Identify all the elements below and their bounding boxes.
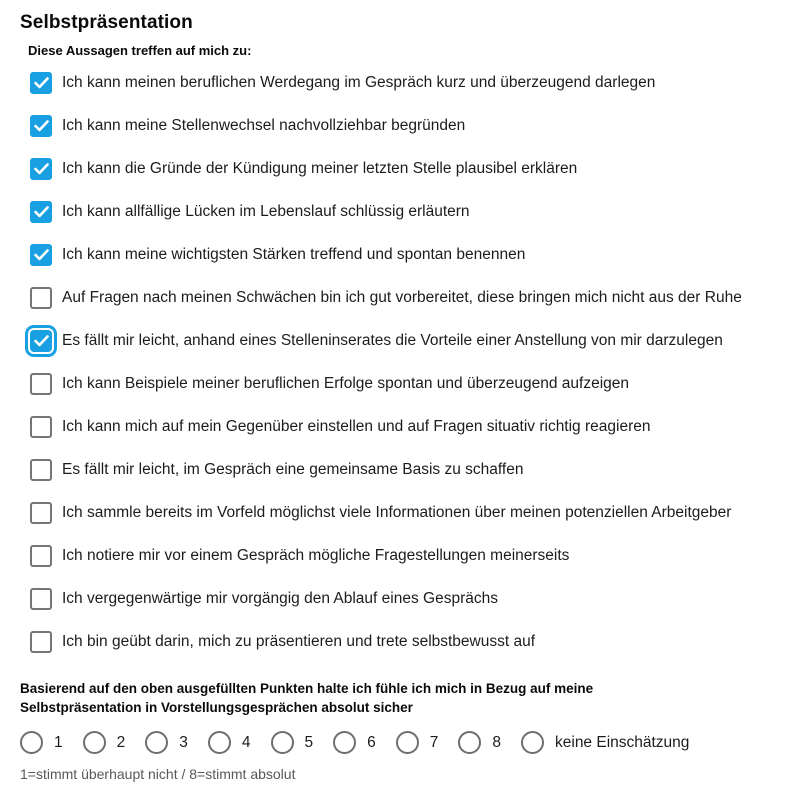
radio-button[interactable] [208,731,231,754]
checkbox[interactable] [30,244,52,266]
checkbox-row-7[interactable] [30,328,760,354]
radio-label: 7 [429,733,439,751]
radio-button[interactable] [333,731,356,754]
checkbox[interactable] [30,158,52,180]
checkbox-label: Ich kann meine Stellenwechsel nachvollziehbar begründen [62,117,466,134]
radio-label: 4 [241,733,251,751]
radio-button[interactable] [83,731,106,754]
checkbox-row-11[interactable] [30,500,760,526]
checkbox-row-3[interactable] [30,156,760,182]
radio-option-5[interactable] [271,731,314,754]
checkbox-label: Ich sammle bereits im Vorfeld möglichst viele Informationen über meinen potenziellen Arbeitgeber [62,504,732,521]
radio-option-3[interactable] [145,731,188,754]
checkbox[interactable] [30,287,52,309]
checkbox[interactable] [30,545,52,567]
checkbox-label: Ich kann mich auf mein Gegenüber einstellen und auf Fragen situativ richtig reagieren [62,418,651,435]
checkbox-label: Es fällt mir leicht, im Gespräch eine gemeinsame Basis zu schaffen [62,461,524,478]
page-title: Selbstpräsentation [20,12,193,33]
checkbox-label: Ich kann meinen beruflichen Werdegang im Gespräch kurz und überzeugend darlegen [62,74,656,91]
radio-option-keine-einschätzung[interactable] [521,731,689,754]
checkbox-row-8[interactable] [30,371,760,397]
rating-scale [20,731,769,754]
checkbox[interactable] [30,631,52,653]
check-icon [34,120,49,132]
checkbox-row-6[interactable] [30,285,760,311]
checkbox-row-13[interactable] [30,586,760,612]
checkbox-row-2[interactable] [30,113,760,139]
radio-option-7[interactable] [396,731,439,754]
radio-button[interactable] [458,731,481,754]
radio-label: 8 [492,733,501,751]
check-icon [34,163,49,175]
checkbox[interactable] [30,502,52,524]
radio-option-6[interactable] [333,731,376,754]
checkbox-row-12[interactable] [30,543,760,569]
checkbox-label: Ich bin geübt darin, mich zu präsentieren und trete selbstbewusst auf [62,633,536,650]
checkbox-row-4[interactable] [30,199,760,225]
radio-label: 1 [54,733,63,751]
checkbox[interactable] [30,416,52,438]
radio-label: 2 [116,733,126,751]
radio-button[interactable] [521,731,544,754]
radio-label: 6 [367,733,376,751]
radio-button[interactable] [145,731,168,754]
rating-section [20,679,769,782]
checkbox[interactable] [30,115,52,137]
check-icon [34,77,49,89]
radio-option-1[interactable] [20,731,63,754]
radio-label: 3 [179,733,188,751]
checkbox-row-14[interactable] [30,629,760,655]
checkbox-row-10[interactable] [30,457,760,483]
checkbox[interactable] [30,201,52,223]
checkbox-row-9[interactable] [30,414,760,440]
checkbox[interactable] [30,72,52,94]
checkbox-label: Ich kann allfällige Lücken im Lebenslauf schlüssig erläutern [62,203,470,220]
radio-button[interactable] [20,731,43,754]
checkbox-row-1[interactable] [30,70,760,96]
checkbox-label: Auf Fragen nach meinen Schwächen bin ich gut vorbereitet, diese bringen mich nicht aus der Ruhe [62,289,742,306]
checkbox[interactable] [30,373,52,395]
check-icon [34,249,49,261]
checkbox[interactable] [30,588,52,610]
radio-button[interactable] [271,731,294,754]
radio-option-4[interactable] [208,731,251,754]
checkbox-label: Ich kann meine wichtigsten Stärken treffend und spontan benennen [62,246,526,263]
check-icon [34,206,49,218]
section-subtitle: Diese Aussagen treffen auf mich zu: [28,43,252,58]
checkbox-label: Ich vergegenwärtige mir vorgängig den Ablauf eines Gesprächs [62,590,498,607]
radio-label: keine Einschätzung [555,733,690,751]
checkbox[interactable] [30,459,52,481]
checkbox-label: Ich notiere mir vor einem Gespräch mögliche Fragestellungen meinerseits [62,547,570,564]
radio-option-2[interactable] [83,731,126,754]
check-icon [34,335,49,347]
checkbox-label: Es fällt mir leicht, anhand eines Stelleninserates die Vorteile einer Anstellung von mir darzulegen [62,332,723,349]
radio-label: 5 [304,733,314,751]
checklist [30,70,769,655]
radio-option-8[interactable] [458,731,501,754]
radio-button[interactable] [396,731,419,754]
scale-legend: 1=stimmt überhaupt nicht / 8=stimmt absolut [20,766,296,782]
checkbox-row-5[interactable] [30,242,760,268]
checkbox[interactable] [30,330,52,352]
checkbox-label: Ich kann Beispiele meiner beruflichen Erfolge spontan und überzeugend aufzeigen [62,375,629,392]
rating-question: Basierend auf den oben ausgefüllten Punkten halte ich fühle ich mich in Bezug auf meine Selbstpräsentation in Vorstellungsgesprächen absolut sicher [20,681,594,715]
checkbox-label: Ich kann die Gründe der Kündigung meiner letzten Stelle plausibel erklären [62,160,578,177]
